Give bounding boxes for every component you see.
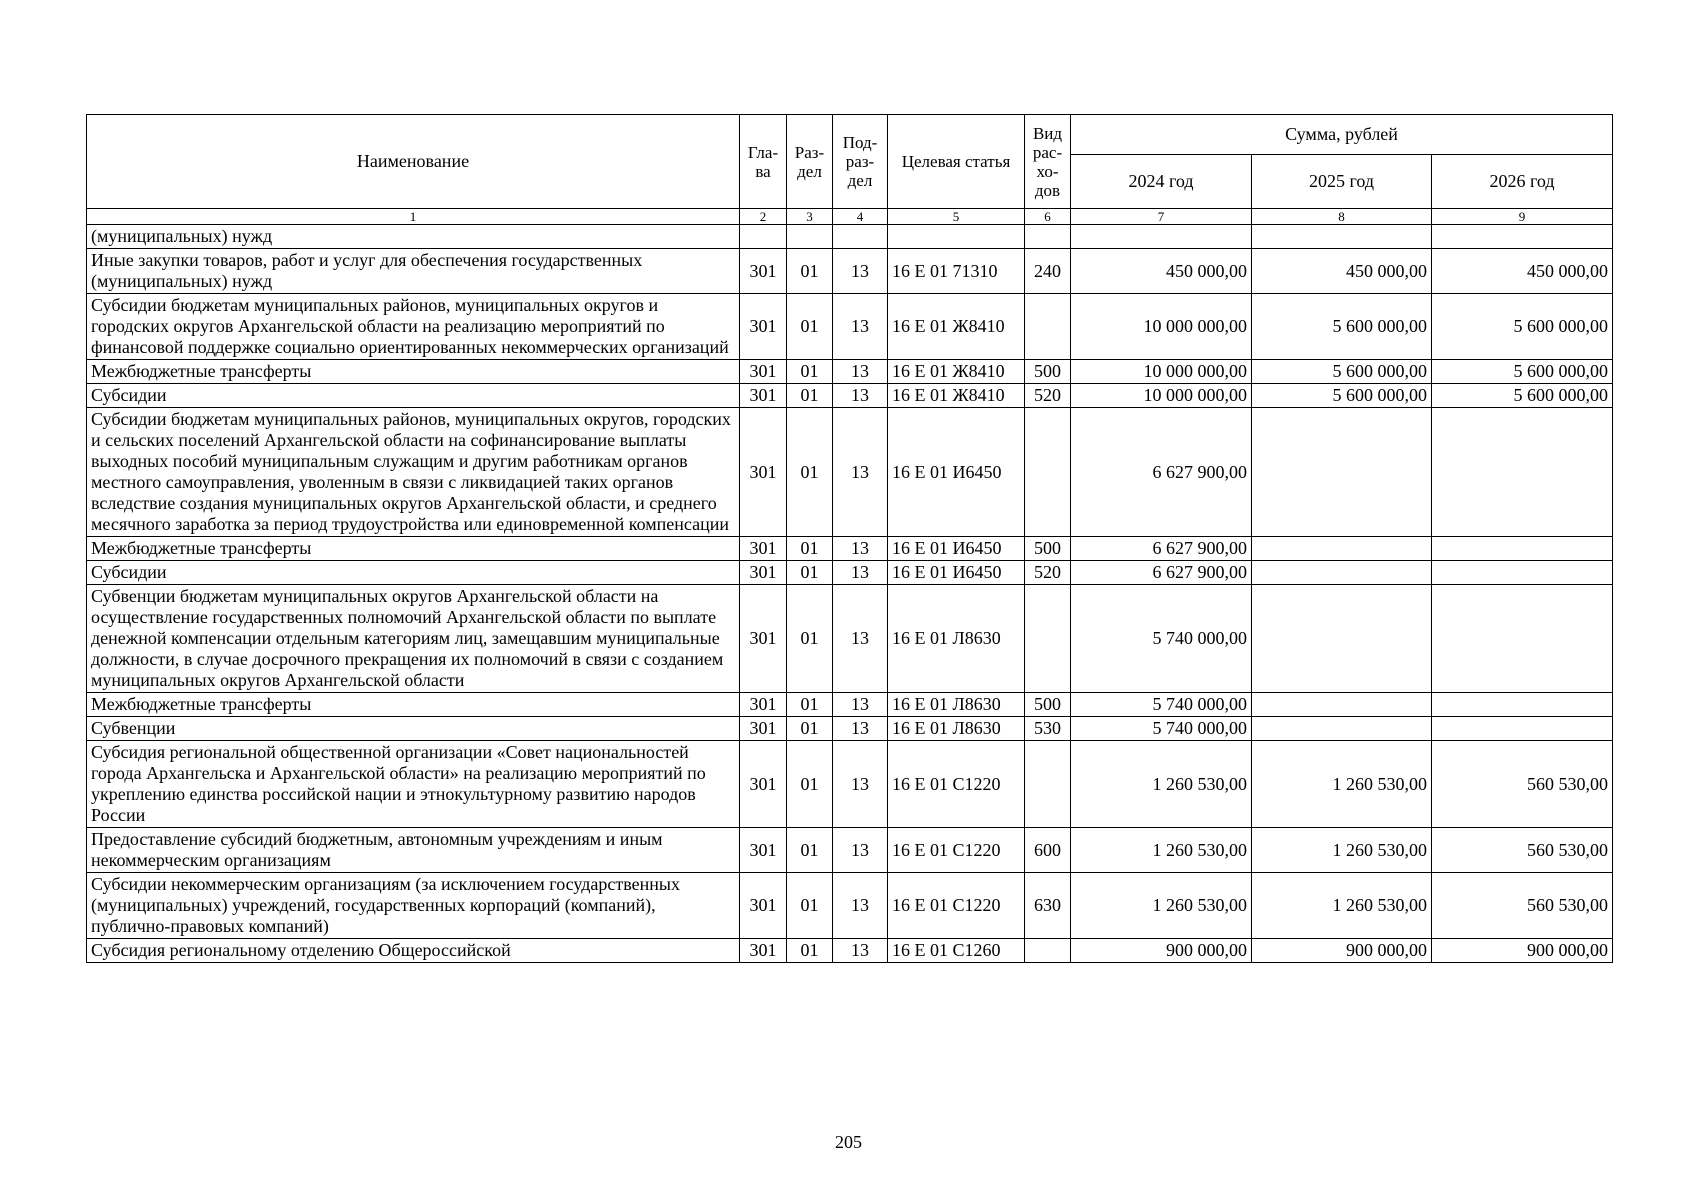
amount-2024-cell: 10 000 000,00 <box>1071 384 1252 408</box>
row-name-cell: Субсидия региональному отделению Общероссийской <box>87 939 740 963</box>
chapter-cell: 301 <box>740 294 787 360</box>
amount-2025-cell: 5 600 000,00 <box>1252 360 1432 384</box>
expense-type-cell: 630 <box>1025 873 1071 939</box>
amount-2024-cell: 1 260 530,00 <box>1071 873 1252 939</box>
row-name-cell: Иные закупки товаров, работ и услуг для обеспечения государственных (муниципальных) нужд <box>87 249 740 294</box>
table-row <box>87 939 1613 963</box>
row-name-cell: Межбюджетные трансферты <box>87 693 740 717</box>
target-article-cell: 16 Е 01 Л8630 <box>888 585 1025 693</box>
target-article-cell: 16 Е 01 С1220 <box>888 873 1025 939</box>
amount-2026-cell: 5 600 000,00 <box>1432 360 1613 384</box>
amount-2026-cell: 450 000,00 <box>1432 249 1613 294</box>
subsection-cell: 13 <box>833 249 888 294</box>
table-row <box>87 294 1613 360</box>
column-number-row <box>87 209 1613 225</box>
chapter-cell: 301 <box>740 249 787 294</box>
budget-table <box>86 114 1613 963</box>
table-row <box>87 537 1613 561</box>
column-number: 2 <box>740 209 787 225</box>
expense-type-cell: 530 <box>1025 717 1071 741</box>
amount-2025-cell: 900 000,00 <box>1252 939 1432 963</box>
target-article-cell <box>888 225 1025 249</box>
subsection-cell: 13 <box>833 408 888 537</box>
chapter-cell: 301 <box>740 828 787 873</box>
chapter-cell: 301 <box>740 384 787 408</box>
chapter-cell: 301 <box>740 741 787 828</box>
header-sum: Сумма, рублей <box>1071 115 1613 155</box>
table-row <box>87 384 1613 408</box>
target-article-cell: 16 Е 01 С1220 <box>888 828 1025 873</box>
chapter-cell: 301 <box>740 537 787 561</box>
section-cell: 01 <box>787 360 833 384</box>
chapter-cell: 301 <box>740 717 787 741</box>
row-name-cell: Субсидии бюджетам муниципальных районов, муниципальных округов, городских и сельских поселений Архангельской области на софинансирование выплаты выходных пособий муниципальным служащим и другим работникам органов местного самоуправления, уволенным в связи с ликвидацией таких органов вследствие создания муниципальных округов Архангельской области, и среднего месячного заработка за период трудоустройства или единовременной компенсации <box>87 408 740 537</box>
row-name-cell: Предоставление субсидий бюджетным, автономным учреждениям и иным некоммерческим организациям <box>87 828 740 873</box>
row-name-cell: Субсидии некоммерческим организациям (за исключением государственных (муниципальных) учреждений, государственных корпораций (компаний), публично-правовых компаний) <box>87 873 740 939</box>
table-row <box>87 561 1613 585</box>
amount-2024-cell: 5 740 000,00 <box>1071 693 1252 717</box>
amount-2026-cell <box>1432 561 1613 585</box>
amount-2025-cell <box>1252 408 1432 537</box>
amount-2024-cell: 6 627 900,00 <box>1071 408 1252 537</box>
header-expense-type: Вид рас-хо-дов <box>1025 115 1071 209</box>
amount-2025-cell <box>1252 537 1432 561</box>
amount-2025-cell: 5 600 000,00 <box>1252 294 1432 360</box>
table-row <box>87 873 1613 939</box>
header-section: Раз-дел <box>787 115 833 209</box>
amount-2024-cell: 450 000,00 <box>1071 249 1252 294</box>
subsection-cell: 13 <box>833 741 888 828</box>
amount-2026-cell <box>1432 693 1613 717</box>
amount-2025-cell: 1 260 530,00 <box>1252 741 1432 828</box>
section-cell: 01 <box>787 828 833 873</box>
chapter-cell: 301 <box>740 360 787 384</box>
chapter-cell: 301 <box>740 873 787 939</box>
target-article-cell: 16 Е 01 С1220 <box>888 741 1025 828</box>
expense-type-cell <box>1025 741 1071 828</box>
row-name-cell: Межбюджетные трансферты <box>87 360 740 384</box>
header-chapter: Гла-ва <box>740 115 787 209</box>
column-number: 9 <box>1432 209 1613 225</box>
target-article-cell: 16 Е 01 Ж8410 <box>888 360 1025 384</box>
target-article-cell: 16 Е 01 С1260 <box>888 939 1025 963</box>
section-cell: 01 <box>787 384 833 408</box>
subsection-cell: 13 <box>833 294 888 360</box>
column-number: 8 <box>1252 209 1432 225</box>
amount-2024-cell: 900 000,00 <box>1071 939 1252 963</box>
row-name-cell: Межбюджетные трансферты <box>87 537 740 561</box>
header-subsection: Под-раз-дел <box>833 115 888 209</box>
amount-2026-cell: 900 000,00 <box>1432 939 1613 963</box>
subsection-cell: 13 <box>833 537 888 561</box>
chapter-cell: 301 <box>740 408 787 537</box>
table-body <box>87 225 1613 963</box>
expense-type-cell: 240 <box>1025 249 1071 294</box>
target-article-cell: 16 Е 01 71310 <box>888 249 1025 294</box>
amount-2024-cell: 1 260 530,00 <box>1071 741 1252 828</box>
table-row <box>87 828 1613 873</box>
amount-2026-cell: 5 600 000,00 <box>1432 294 1613 360</box>
amount-2026-cell <box>1432 537 1613 561</box>
subsection-cell: 13 <box>833 873 888 939</box>
amount-2025-cell: 5 600 000,00 <box>1252 384 1432 408</box>
row-name-cell: Субвенции бюджетам муниципальных округов Архангельской области на осуществление государственных полномочий Архангельской области по выплате денежной компенсации отдельным категориям лиц, замещавшим муниципальные должности, в случае досрочного прекращения их полномочий в связи с созданием муниципальных округов Архангельской области <box>87 585 740 693</box>
subsection-cell: 13 <box>833 360 888 384</box>
section-cell <box>787 225 833 249</box>
expense-type-cell <box>1025 225 1071 249</box>
column-number: 4 <box>833 209 888 225</box>
amount-2024-cell: 10 000 000,00 <box>1071 360 1252 384</box>
chapter-cell: 301 <box>740 561 787 585</box>
amount-2026-cell: 5 600 000,00 <box>1432 384 1613 408</box>
target-article-cell: 16 Е 01 И6450 <box>888 408 1025 537</box>
amount-2025-cell <box>1252 561 1432 585</box>
row-name-cell: Субсидии <box>87 561 740 585</box>
header-name: Наименование <box>87 115 740 209</box>
table-row <box>87 225 1613 249</box>
section-cell: 01 <box>787 693 833 717</box>
column-number: 1 <box>87 209 740 225</box>
expense-type-cell: 500 <box>1025 537 1071 561</box>
column-number: 3 <box>787 209 833 225</box>
amount-2025-cell: 1 260 530,00 <box>1252 873 1432 939</box>
expense-type-cell <box>1025 585 1071 693</box>
amount-2024-cell: 5 740 000,00 <box>1071 585 1252 693</box>
chapter-cell: 301 <box>740 585 787 693</box>
section-cell: 01 <box>787 249 833 294</box>
table-row <box>87 585 1613 693</box>
target-article-cell: 16 Е 01 Ж8410 <box>888 294 1025 360</box>
table-row <box>87 741 1613 828</box>
amount-2026-cell <box>1432 225 1613 249</box>
target-article-cell: 16 Е 01 Л8630 <box>888 693 1025 717</box>
header-target: Целевая статья <box>888 115 1025 209</box>
target-article-cell: 16 Е 01 И6450 <box>888 561 1025 585</box>
amount-2026-cell: 560 530,00 <box>1432 828 1613 873</box>
row-name-cell: Субвенции <box>87 717 740 741</box>
row-name-cell: Субсидии бюджетам муниципальных районов, муниципальных округов и городских округов Архангельской области на реализацию мероприятий по финансовой поддержке социально ориентированных некоммерческих организаций <box>87 294 740 360</box>
expense-type-cell: 500 <box>1025 360 1071 384</box>
chapter-cell: 301 <box>740 693 787 717</box>
amount-2026-cell: 560 530,00 <box>1432 741 1613 828</box>
amount-2024-cell: 10 000 000,00 <box>1071 294 1252 360</box>
amount-2025-cell: 1 260 530,00 <box>1252 828 1432 873</box>
page-number: 205 <box>835 1132 862 1152</box>
column-number: 6 <box>1025 209 1071 225</box>
subsection-cell <box>833 225 888 249</box>
table-row <box>87 717 1613 741</box>
section-cell: 01 <box>787 294 833 360</box>
amount-2025-cell <box>1252 693 1432 717</box>
expense-type-cell: 520 <box>1025 384 1071 408</box>
table-row <box>87 249 1613 294</box>
amount-2024-cell: 6 627 900,00 <box>1071 561 1252 585</box>
amount-2026-cell: 560 530,00 <box>1432 873 1613 939</box>
expense-type-cell: 520 <box>1025 561 1071 585</box>
amount-2024-cell: 1 260 530,00 <box>1071 828 1252 873</box>
amount-2025-cell <box>1252 585 1432 693</box>
section-cell: 01 <box>787 717 833 741</box>
header-year-2025: 2025 год <box>1252 155 1432 209</box>
subsection-cell: 13 <box>833 384 888 408</box>
section-cell: 01 <box>787 537 833 561</box>
row-name-cell: Субсидии <box>87 384 740 408</box>
column-number: 7 <box>1071 209 1252 225</box>
expense-type-cell: 500 <box>1025 693 1071 717</box>
chapter-cell <box>740 225 787 249</box>
amount-2025-cell <box>1252 717 1432 741</box>
amount-2024-cell: 6 627 900,00 <box>1071 537 1252 561</box>
row-name-cell: Субсидия региональной общественной организации «Совет национальностей города Архангельска и Архангельской области» на реализацию мероприятий по укреплению единства российской нации и этнокультурному развитию народов России <box>87 741 740 828</box>
subsection-cell: 13 <box>833 717 888 741</box>
amount-2026-cell <box>1432 585 1613 693</box>
section-cell: 01 <box>787 561 833 585</box>
column-number: 5 <box>888 209 1025 225</box>
table-row <box>87 360 1613 384</box>
subsection-cell: 13 <box>833 693 888 717</box>
amount-2025-cell: 450 000,00 <box>1252 249 1432 294</box>
expense-type-cell <box>1025 294 1071 360</box>
section-cell: 01 <box>787 873 833 939</box>
table-row <box>87 693 1613 717</box>
section-cell: 01 <box>787 939 833 963</box>
row-name-cell: (муниципальных) нужд <box>87 225 740 249</box>
amount-2025-cell <box>1252 225 1432 249</box>
chapter-cell: 301 <box>740 939 787 963</box>
section-cell: 01 <box>787 585 833 693</box>
expense-type-cell <box>1025 408 1071 537</box>
target-article-cell: 16 Е 01 Л8630 <box>888 717 1025 741</box>
subsection-cell: 13 <box>833 828 888 873</box>
header-year-2026: 2026 год <box>1432 155 1613 209</box>
amount-2024-cell <box>1071 225 1252 249</box>
table-row <box>87 408 1613 537</box>
expense-type-cell <box>1025 939 1071 963</box>
amount-2024-cell: 5 740 000,00 <box>1071 717 1252 741</box>
target-article-cell: 16 Е 01 Ж8410 <box>888 384 1025 408</box>
subsection-cell: 13 <box>833 561 888 585</box>
target-article-cell: 16 Е 01 И6450 <box>888 537 1025 561</box>
subsection-cell: 13 <box>833 585 888 693</box>
amount-2026-cell <box>1432 408 1613 537</box>
section-cell: 01 <box>787 408 833 537</box>
subsection-cell: 13 <box>833 939 888 963</box>
header-year-2024: 2024 год <box>1071 155 1252 209</box>
amount-2026-cell <box>1432 717 1613 741</box>
expense-type-cell: 600 <box>1025 828 1071 873</box>
section-cell: 01 <box>787 741 833 828</box>
